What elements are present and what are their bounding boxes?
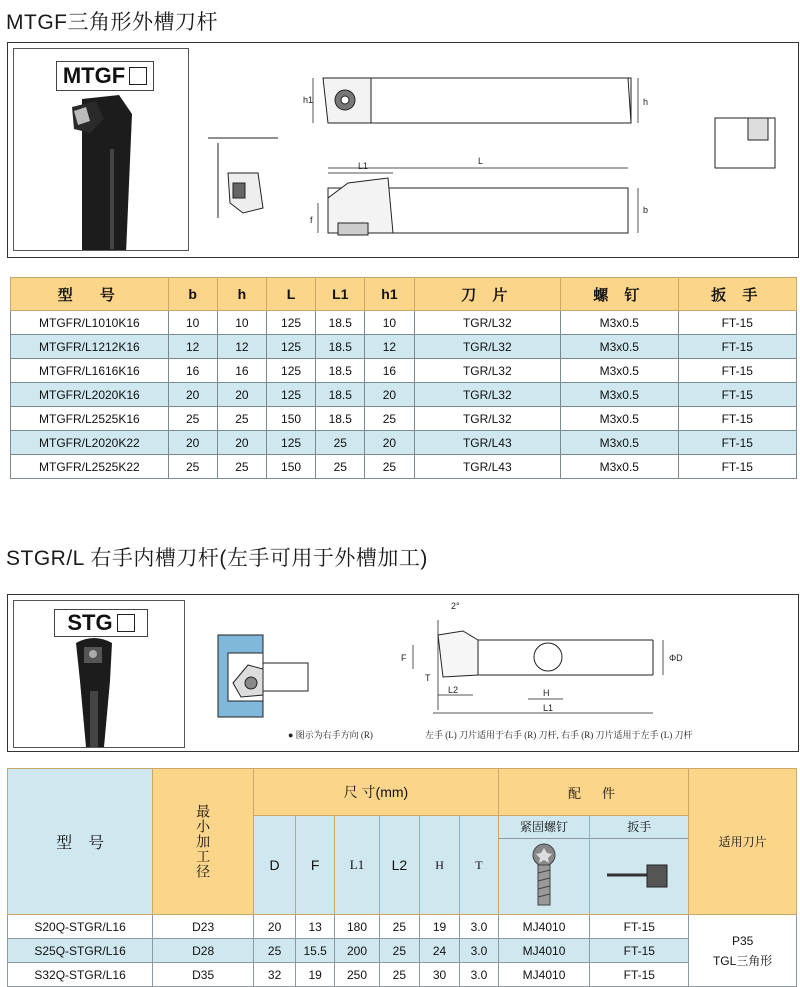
cell-wrench: FT-15 <box>678 431 796 455</box>
cell-D: 25 <box>254 939 296 963</box>
table-row <box>11 383 797 407</box>
header-h: h <box>217 278 266 311</box>
cell-H: 30 <box>420 963 460 987</box>
header-T: T <box>460 816 499 915</box>
cell-h: 25 <box>217 407 266 431</box>
dim-b: b <box>643 205 649 215</box>
cell-screw: M3x0.5 <box>561 383 678 407</box>
header-L1: L1 <box>335 816 379 915</box>
cell-D: 32 <box>254 963 296 987</box>
cell-L1: 180 <box>335 915 379 939</box>
dim-L1: L1 <box>358 161 369 171</box>
cell-b: 20 <box>168 431 217 455</box>
dim-L1: L1 <box>543 703 554 713</box>
table-row <box>11 431 797 455</box>
cell-insert: TGR/L32 <box>414 359 561 383</box>
cell-b: 12 <box>168 335 217 359</box>
cell-L1: 18.5 <box>316 383 365 407</box>
dim-L2: L2 <box>448 685 459 695</box>
mtgf-technical-drawing <box>188 43 788 257</box>
dim-angle: 2° <box>451 601 460 611</box>
cell-L1: 18.5 <box>316 359 365 383</box>
cell-model: MTGFR/L1616K16 <box>11 359 169 383</box>
cell-h1: 10 <box>365 311 414 335</box>
cell-H: 24 <box>420 939 460 963</box>
cell-F: 15.5 <box>296 939 335 963</box>
cell-L1: 18.5 <box>316 407 365 431</box>
header-parts: 配 件 <box>498 769 689 816</box>
section1-type-label-text: MTGF <box>62 63 126 88</box>
cell-b: 25 <box>168 455 217 479</box>
stg-tool-photo <box>14 601 184 747</box>
cell-L: 125 <box>266 335 315 359</box>
header-H: H <box>420 816 460 915</box>
header-L1: L1 <box>316 278 365 311</box>
header-model: 型 号 <box>8 769 153 915</box>
cell-h: 20 <box>217 383 266 407</box>
header-L2: L2 <box>379 816 419 915</box>
cell-L1: 25 <box>316 455 365 479</box>
cell-insert: TGR/L32 <box>414 311 561 335</box>
cell-wrench: FT-15 <box>678 311 796 335</box>
cell-wrench: FT-15 <box>590 963 689 987</box>
stg-spec-table <box>7 768 797 987</box>
cell-insert: TGR/L43 <box>414 455 561 479</box>
section2-type-label-text: STG <box>67 610 113 635</box>
section1-figure-panel <box>7 42 799 258</box>
cell-screw: M3x0.5 <box>561 335 678 359</box>
section1-title: MTGF三角形外槽刀杆 <box>6 11 218 34</box>
table-row <box>11 407 797 431</box>
cell-L1: 200 <box>335 939 379 963</box>
cell-L2: 25 <box>379 939 419 963</box>
table-row <box>8 963 797 987</box>
dim-h: h <box>643 97 649 107</box>
header-L: L <box>266 278 315 311</box>
section2-figure-panel <box>7 594 799 752</box>
section2-title: STGR/L 右手内槽刀杆(左手可用于外槽加工) <box>6 547 428 570</box>
section2-photo-panel <box>13 600 185 748</box>
cell-L1: 25 <box>316 431 365 455</box>
cell-insert: TGR/L32 <box>414 383 561 407</box>
header-model: 型 号 <box>11 278 169 311</box>
cell-model: MTGFR/L2020K16 <box>11 383 169 407</box>
dim-H: H <box>543 688 550 698</box>
cell-h: 12 <box>217 335 266 359</box>
cell-L: 150 <box>266 407 315 431</box>
dim-L: L <box>478 156 484 166</box>
table-row <box>11 311 797 335</box>
cell-F: 19 <box>296 963 335 987</box>
header-min-bore: 最小加工径 <box>153 769 254 915</box>
header-D: D <box>254 816 296 915</box>
header-h1: h1 <box>365 278 414 311</box>
cell-h: 20 <box>217 431 266 455</box>
section1-photo-panel <box>13 48 189 251</box>
cell-insert: TGR/L32 <box>414 407 561 431</box>
cell-h1: 20 <box>365 431 414 455</box>
cell-model: MTGFR/L1010K16 <box>11 311 169 335</box>
table-row <box>8 915 797 939</box>
header-wrench-cell <box>590 816 689 915</box>
cell-D: 20 <box>254 915 296 939</box>
cell-wrench: FT-15 <box>590 939 689 963</box>
cell-model: MTGFR/L2525K16 <box>11 407 169 431</box>
dim-h1: h1 <box>303 95 314 105</box>
cell-min-bore: D35 <box>153 963 254 987</box>
cell-wrench: FT-15 <box>678 383 796 407</box>
cell-model: S25Q-STGR/L16 <box>8 939 153 963</box>
cell-L2: 25 <box>379 963 419 987</box>
cell-h1: 12 <box>365 335 414 359</box>
cell-h: 10 <box>217 311 266 335</box>
cell-wrench: FT-15 <box>678 335 796 359</box>
cell-b: 20 <box>168 383 217 407</box>
cell-F: 13 <box>296 915 335 939</box>
cell-min-bore: D23 <box>153 915 254 939</box>
mtgf-tool-photo <box>14 49 188 250</box>
cell-L: 125 <box>266 359 315 383</box>
screw-icon <box>524 843 564 913</box>
header-b: b <box>168 278 217 311</box>
cell-insert: TGR/L32 <box>414 335 561 359</box>
dim-f: f <box>310 215 313 225</box>
table-header-row <box>11 278 797 311</box>
cell-T: 3.0 <box>460 963 499 987</box>
header-wrench: 扳 手 <box>678 278 796 311</box>
table-row <box>11 359 797 383</box>
cell-wrench: FT-15 <box>678 455 796 479</box>
header-wrench: 扳手 <box>590 816 688 839</box>
cell-L: 150 <box>266 455 315 479</box>
insert-type: TGL三角形 <box>712 953 773 968</box>
cell-T: 3.0 <box>460 915 499 939</box>
cell-L: 125 <box>266 431 315 455</box>
cell-L: 125 <box>266 383 315 407</box>
table-row <box>11 455 797 479</box>
cell-insert <box>689 915 797 987</box>
cell-screw: M3x0.5 <box>561 311 678 335</box>
cell-h: 16 <box>217 359 266 383</box>
header-screw-cell <box>498 816 590 915</box>
cell-h1: 25 <box>365 455 414 479</box>
cell-screw: MJ4010 <box>498 939 590 963</box>
header-screw: 螺 钉 <box>561 278 678 311</box>
cell-h1: 20 <box>365 383 414 407</box>
cell-h1: 25 <box>365 407 414 431</box>
cell-h: 25 <box>217 455 266 479</box>
header-size: 尺 寸(mm) <box>254 769 499 816</box>
cell-insert: TGR/L43 <box>414 431 561 455</box>
table-row <box>11 335 797 359</box>
cell-screw: M3x0.5 <box>561 455 678 479</box>
cell-screw: MJ4010 <box>498 963 590 987</box>
cell-T: 3.0 <box>460 939 499 963</box>
cell-b: 16 <box>168 359 217 383</box>
table-row <box>8 939 797 963</box>
cell-L1: 18.5 <box>316 311 365 335</box>
cell-b: 25 <box>168 407 217 431</box>
cell-model: MTGFR/L2020K22 <box>11 431 169 455</box>
cell-b: 10 <box>168 311 217 335</box>
insert-code: P35 <box>731 933 754 948</box>
cell-wrench: FT-15 <box>678 407 796 431</box>
header-insert: 适用刀片 <box>689 769 797 915</box>
mtgf-spec-table <box>10 277 797 479</box>
insert-compat-note: 左手 (L) 刀片适用于右手 (R) 刀杆, 右手 (R) 刀片适用于左手 (L) 刀杆 <box>425 730 693 740</box>
dim-T: T <box>425 673 431 683</box>
cell-screw: M3x0.5 <box>561 359 678 383</box>
cell-model: S32Q-STGR/L16 <box>8 963 153 987</box>
cell-h1: 16 <box>365 359 414 383</box>
dim-F: F <box>401 653 407 663</box>
header-insert: 刀 片 <box>414 278 561 311</box>
cell-L: 125 <box>266 311 315 335</box>
cell-model: MTGFR/L2525K22 <box>11 455 169 479</box>
cell-L1: 250 <box>335 963 379 987</box>
cell-screw: M3x0.5 <box>561 407 678 431</box>
cell-L1: 18.5 <box>316 335 365 359</box>
cell-L2: 25 <box>379 915 419 939</box>
cell-model: MTGFR/L1212K16 <box>11 335 169 359</box>
cell-screw: M3x0.5 <box>561 431 678 455</box>
header-screw: 紧固螺钉 <box>499 816 590 839</box>
cell-wrench: FT-15 <box>590 915 689 939</box>
cell-H: 19 <box>420 915 460 939</box>
dim-phiD: ΦD <box>669 653 683 663</box>
header-F: F <box>296 816 335 915</box>
cell-model: S20Q-STGR/L16 <box>8 915 153 939</box>
cell-wrench: FT-15 <box>678 359 796 383</box>
wrench-icon <box>599 851 679 901</box>
stg-technical-drawing <box>193 595 793 751</box>
cell-min-bore: D28 <box>153 939 254 963</box>
direction-note: ● 图示为右手方向 (R) <box>288 730 373 740</box>
cell-screw: MJ4010 <box>498 915 590 939</box>
